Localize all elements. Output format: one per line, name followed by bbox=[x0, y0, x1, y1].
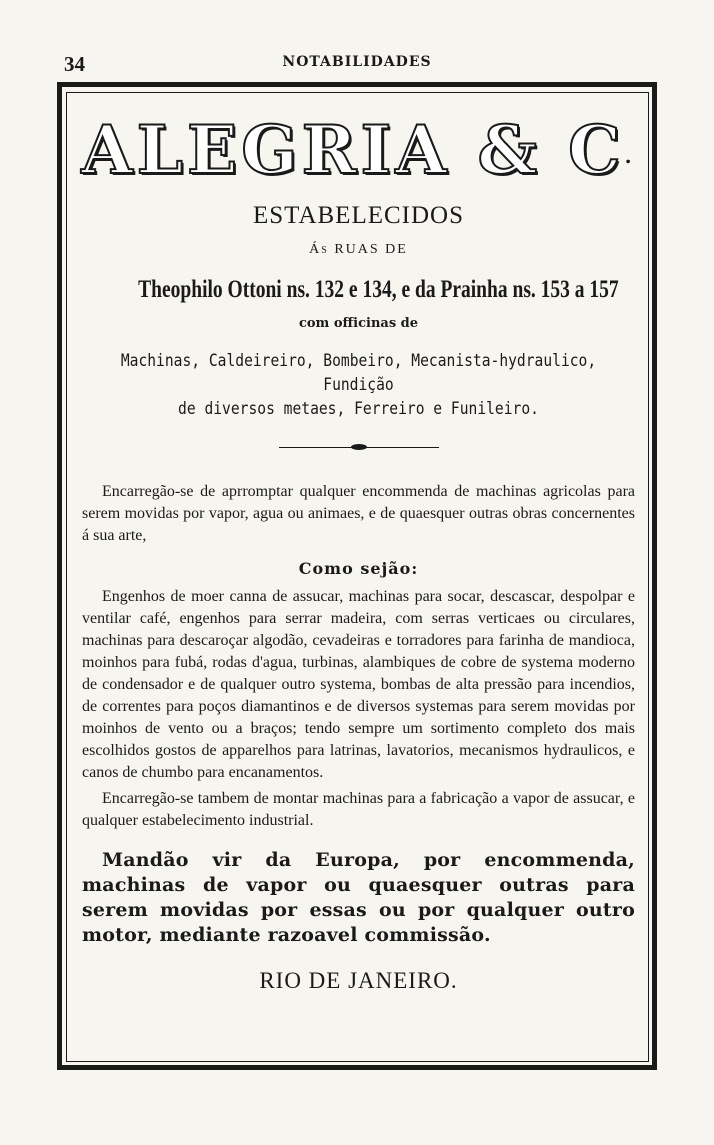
products-subheading: Como sejão: bbox=[298, 559, 419, 578]
workshops-label: com officinas de bbox=[298, 316, 419, 331]
trades-line-1: Machinas, Caldeireiro, Bombeiro, Mecanista-hydraulico, Fundição bbox=[120, 351, 597, 395]
page-number: 34 bbox=[64, 52, 85, 76]
import-paragraph: Mandão vir da Europa, por encommenda, machinas de vapor ou quaesquer outras para serem movidas por essas ou por qualquer outro motor, mediante razoavel commissão. bbox=[82, 849, 635, 946]
trades-list bbox=[116, 349, 602, 421]
firm-name-text: ALEGRIA & C bbox=[81, 111, 625, 189]
installation-paragraph: Encarregão-se tambem de montar machinas para a fabricação a vapor de assucar, e qualquer estabelecimento industrial. bbox=[82, 790, 635, 829]
address-line: Theophilo Ottoni ns. 132 e 134, e da Prainha ns. 153 a 157 bbox=[138, 276, 619, 303]
ornamental-divider bbox=[279, 443, 439, 451]
streets-label: Ás RUAS DE bbox=[309, 242, 408, 257]
firm-name-dot: . bbox=[624, 144, 636, 168]
established-heading: ESTABELECIDOS bbox=[253, 202, 464, 229]
city-line: RIO DE JANEIRO. bbox=[259, 968, 458, 993]
trades-line-2: de diversos metaes, Ferreiro e Funileiro. bbox=[178, 399, 539, 419]
products-paragraph: Engenhos de moer canna de assucar, machinas para socar, descascar, despolpar e ventilar café, engenhos para serrar madeira, com serras verticaes ou circulares, machinas para descaroçar algodão, cevadeiras e torradores para farinha de mandioca, moinhos para fubá, rodas d'agua, turbinas, alambiques de cobre de systema moderno de condensador e de qualquer outro systema, bombas de alta pressão para incendios, de correntes para poços diamantinos e de diversos systemas para serem movidas por moinhos de vento ou a braços; tendo sempre um sortimento completo dos mais escolhidos gostos de apparelhos para latrinas, lavatorios, mecanismos hydraulicos, e canos de chumbo para encanamentos. bbox=[82, 588, 635, 781]
advertisement bbox=[76, 100, 641, 994]
page-header bbox=[0, 52, 714, 76]
divider-ornament bbox=[351, 444, 367, 450]
running-head: NOTABILIDADES bbox=[282, 54, 432, 70]
firm-name bbox=[76, 110, 641, 196]
intro-paragraph: Encarregão-se de aprromptar qualquer encommenda de machinas agricolas para serem movidas por vapor, agua ou animaes, e de quaesquer outras obras concernentes á sua arte, bbox=[82, 483, 635, 544]
